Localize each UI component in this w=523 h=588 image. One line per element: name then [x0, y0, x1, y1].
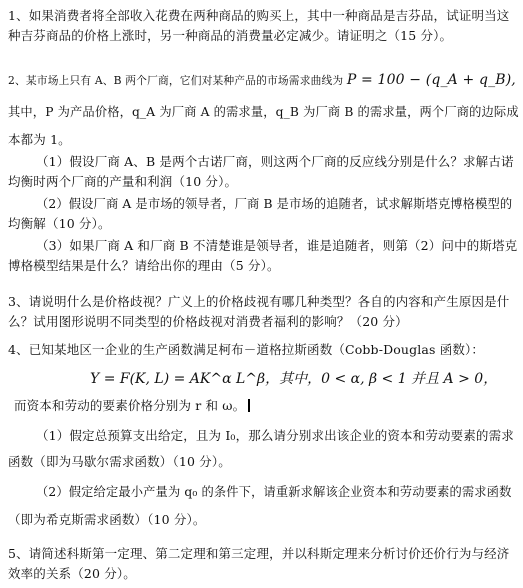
q2-sub3-line-1: （3）如果厂商 A 和厂商 B 不清楚谁是领导者，谁是追随者，则第（2）问中的斯塔克	[36, 238, 518, 253]
q2-sub2-line-1: （2）假设厂商 A 是市场的领导者，厂商 B 是市场的追随者，试求解斯塔克博格模型的	[36, 197, 513, 211]
text-cursor[interactable]	[248, 399, 250, 412]
q5-line-1: 5、请简述科斯第一定理、第二定理和第三定理，并以科斯定理来分析讨价还价行为与经济	[8, 546, 510, 561]
q5-line-2: 效率的关系（20 分）。	[8, 566, 136, 581]
q2-sub2-line-2: 均衡解（10 分）。	[8, 216, 111, 231]
q4-intro: 4、已知某地区一企业的生产函数满足柯布－道格拉斯函数（Cobb-Douglas 函数）：	[8, 342, 485, 357]
q3-line-2: 么？试用图形说明不同类型的价格歧视对消费者福利的影响？（20 分）	[8, 314, 408, 329]
q4-prices-text: 而资本和劳动的要素价格分别为 r 和 ω。	[14, 398, 246, 413]
q2-demand-equation: P = 100 − (q_A + q_B),	[346, 72, 516, 88]
q2-intro	[8, 72, 516, 89]
q2-where-line: 其中，P 为产品价格，q_A 为厂商 A 的需求量，q_B 为厂商 B 的需求量，两个厂商的边际成	[8, 105, 519, 119]
q4-sub2-line-1: （2）假定给定最小产量为 q₀ 的条件下，请重新求解该企业资本和劳动要素的需求函数	[36, 485, 512, 499]
q1-line-2: 种吉芬商品的价格上涨时，另一种商品的消费量必定减少。请证明之（15 分）。	[8, 28, 453, 43]
q3-line-1: 3、请说明什么是价格歧视？广义上的价格歧视有哪几种类型？各自的内容和产生原因是什	[8, 294, 510, 309]
q4-sub2-line-2: （即为希克斯需求函数）（10 分）。	[8, 512, 206, 527]
q2-sub3-line-2: 博格模型结果是什么？请给出你的理由（5 分）。	[8, 258, 280, 273]
q2-sub1-line-2: 均衡时两个厂商的产量和利润（10 分）。	[8, 174, 238, 189]
q2-sub1-line-1: （1）假设厂商 A、B 是两个古诺厂商，则这两个厂商的反应线分别是什么？求解古诺	[36, 154, 514, 169]
q4-sub1-line-1: （1）假定总预算支出给定，且为 I₀，那么请分别求出该企业的资本和劳动要素的需求	[36, 428, 514, 443]
q2-cost-line: 本都为 1。	[8, 132, 71, 147]
q4-prices-line	[14, 398, 250, 414]
q4-production-function: Y = F(K, L) = AK^α L^β，其中，0 < α, β < 1 并且 A > 0，	[90, 371, 498, 387]
q4-sub1-line-2: 函数（即为马歇尔需求函数）（10 分）。	[8, 454, 231, 469]
q2-intro-text: 2、某市场上只有 A、B 两个厂商，它们对某种产品的市场需求曲线为	[8, 74, 344, 87]
q1-line-1: 1、如果消费者将全部收入花费在两种商品的购买上，其中一种商品是吉芬品，试证明当这	[8, 8, 510, 23]
